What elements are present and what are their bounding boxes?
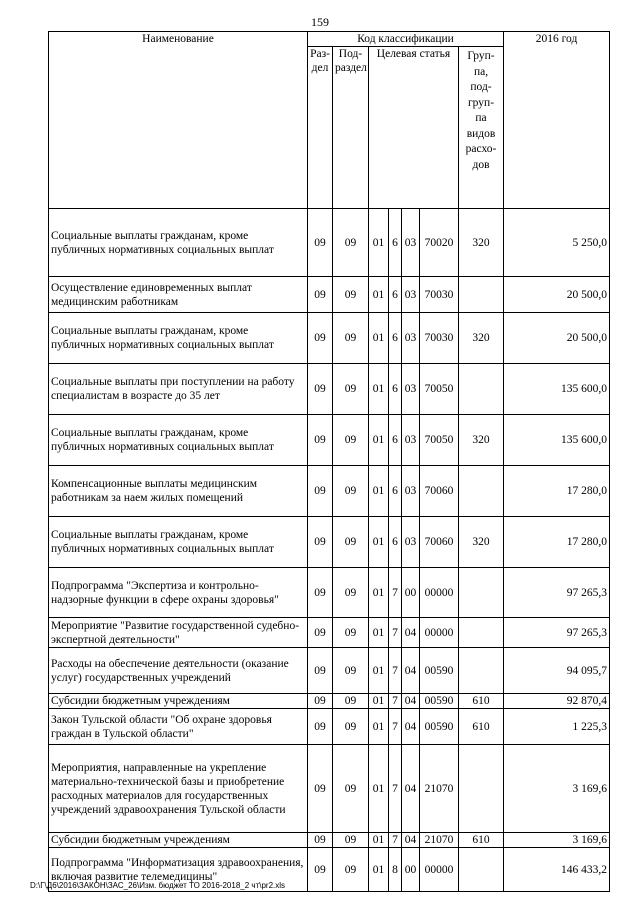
- row-expense-group: 320: [459, 517, 504, 568]
- row-expense-group: [459, 745, 504, 833]
- row-subprogram: 7: [389, 694, 402, 709]
- row-program: 01: [369, 618, 389, 648]
- header-section: Раз- дел: [308, 47, 333, 209]
- row-subsection: 09: [333, 618, 369, 648]
- row-amount: 97 265,3: [504, 618, 610, 648]
- row-subprogram: 6: [389, 364, 402, 415]
- table-row: [49, 277, 610, 313]
- row-name: Мероприятие "Развитие государственной судебно-экспертной деятельности": [49, 618, 308, 648]
- row-subsection: 09: [333, 313, 369, 364]
- row-name: Мероприятия, направленные на укрепление материально-технической базы и приобретение расходных материалов для государственных учреждений здравоохранения Тульской области: [49, 745, 308, 833]
- row-event: 04: [402, 709, 420, 745]
- row-subsection: 09: [333, 709, 369, 745]
- row-event: 03: [402, 209, 420, 277]
- row-program: 01: [369, 466, 389, 517]
- row-direction: 21070: [420, 833, 459, 848]
- row-subsection: 09: [333, 694, 369, 709]
- row-program: 01: [369, 848, 389, 892]
- row-program: 01: [369, 745, 389, 833]
- row-subsection: 09: [333, 848, 369, 892]
- row-program: 01: [369, 364, 389, 415]
- row-event: 03: [402, 415, 420, 466]
- row-name: Подпрограмма "Экспертиза и контрольно-надзорные функции в сфере охраны здоровья": [49, 568, 308, 618]
- row-amount: 17 280,0: [504, 517, 610, 568]
- table-row: [49, 313, 610, 364]
- row-subsection: 09: [333, 415, 369, 466]
- row-subprogram: 8: [389, 848, 402, 892]
- header-classification-code: Код классификации: [308, 32, 504, 47]
- row-program: 01: [369, 313, 389, 364]
- row-amount: 94 095,7: [504, 648, 610, 694]
- row-event: 03: [402, 313, 420, 364]
- row-name: Подпрограмма "Информатизация здравоохранения, включая развитие телемедицины": [49, 848, 308, 892]
- file-path-footer: D:\Г\Д6\2016\ЗАКОН\ЗАС_26\Изм. бюджет ТО 2016-2018_2 чт\pr2.xls: [30, 881, 286, 890]
- row-subprogram: 6: [389, 277, 402, 313]
- row-expense-group: 320: [459, 313, 504, 364]
- table-row: [49, 517, 610, 568]
- row-name: Закон Тульской области "Об охране здоровья граждан в Тульской области": [49, 709, 308, 745]
- row-amount: 97 265,3: [504, 568, 610, 618]
- table-row: [49, 709, 610, 745]
- row-name: Осуществление единовременных выплат медицинским работникам: [49, 277, 308, 313]
- row-event: 03: [402, 277, 420, 313]
- row-direction: 70050: [420, 415, 459, 466]
- table-row: [49, 648, 610, 694]
- row-expense-group: 610: [459, 833, 504, 848]
- row-program: 01: [369, 694, 389, 709]
- row-name: Субсидии бюджетным учреждениям: [49, 833, 308, 848]
- row-program: 01: [369, 833, 389, 848]
- row-program: 01: [369, 209, 389, 277]
- row-section: 09: [308, 618, 333, 648]
- row-subprogram: 7: [389, 648, 402, 694]
- row-name: Социальные выплаты гражданам, кроме публичных нормативных социальных выплат: [49, 415, 308, 466]
- table-row: [49, 209, 610, 277]
- row-amount: 1 225,3: [504, 709, 610, 745]
- row-subprogram: 6: [389, 466, 402, 517]
- row-amount: 135 600,0: [504, 415, 610, 466]
- row-direction: 00590: [420, 694, 459, 709]
- row-event: 00: [402, 848, 420, 892]
- row-expense-group: 320: [459, 209, 504, 277]
- header-year: 2016 год: [504, 32, 610, 209]
- row-expense-group: 610: [459, 709, 504, 745]
- row-name: Социальные выплаты при поступлении на работу специалистам в возрасте до 35 лет: [49, 364, 308, 415]
- row-event: 04: [402, 694, 420, 709]
- row-section: 09: [308, 694, 333, 709]
- row-subprogram: 7: [389, 745, 402, 833]
- row-expense-group: [459, 277, 504, 313]
- row-expense-group: 610: [459, 694, 504, 709]
- table-row: [49, 833, 610, 848]
- row-direction: 00590: [420, 648, 459, 694]
- row-subprogram: 6: [389, 209, 402, 277]
- row-direction: 70060: [420, 517, 459, 568]
- row-program: 01: [369, 648, 389, 694]
- table-row: [49, 618, 610, 648]
- table-row: [49, 466, 610, 517]
- row-event: 04: [402, 648, 420, 694]
- row-section: 09: [308, 517, 333, 568]
- row-name: Компенсационные выплаты медицинским работникам за наем жилых помещений: [49, 466, 308, 517]
- row-subprogram: 6: [389, 313, 402, 364]
- row-direction: 21070: [420, 745, 459, 833]
- row-amount: 3 169,6: [504, 833, 610, 848]
- row-subprogram: 7: [389, 568, 402, 618]
- row-direction: 70030: [420, 313, 459, 364]
- row-section: 09: [308, 833, 333, 848]
- row-event: 00: [402, 568, 420, 618]
- header-expense-group: Груп- па, под- груп- па видов расхо- дов: [459, 47, 504, 209]
- row-subsection: 09: [333, 364, 369, 415]
- row-subsection: 09: [333, 568, 369, 618]
- row-amount: 92 870,4: [504, 694, 610, 709]
- row-section: 09: [308, 848, 333, 892]
- row-subsection: 09: [333, 648, 369, 694]
- row-expense-group: [459, 848, 504, 892]
- row-event: 03: [402, 364, 420, 415]
- row-subprogram: 7: [389, 709, 402, 745]
- row-expense-group: [459, 648, 504, 694]
- row-section: 09: [308, 568, 333, 618]
- row-amount: 20 500,0: [504, 313, 610, 364]
- row-event: 03: [402, 466, 420, 517]
- row-amount: 146 433,2: [504, 848, 610, 892]
- row-event: 04: [402, 745, 420, 833]
- header-subsection: Под- раздел: [333, 47, 369, 209]
- row-subprogram: 7: [389, 833, 402, 848]
- row-direction: 00000: [420, 848, 459, 892]
- row-amount: 17 280,0: [504, 466, 610, 517]
- table-row: [49, 415, 610, 466]
- row-expense-group: [459, 364, 504, 415]
- row-subsection: 09: [333, 209, 369, 277]
- budget-table: [48, 31, 610, 892]
- row-name: Субсидии бюджетным учреждениям: [49, 694, 308, 709]
- row-amount: 20 500,0: [504, 277, 610, 313]
- table-row: [49, 568, 610, 618]
- row-expense-group: [459, 618, 504, 648]
- row-section: 09: [308, 277, 333, 313]
- row-subprogram: 6: [389, 517, 402, 568]
- header-target-article: Целевая статья: [369, 47, 459, 209]
- row-amount: 3 169,6: [504, 745, 610, 833]
- table-row: [49, 364, 610, 415]
- row-direction: 00590: [420, 709, 459, 745]
- row-direction: 70050: [420, 364, 459, 415]
- row-section: 09: [308, 313, 333, 364]
- row-program: 01: [369, 568, 389, 618]
- row-subsection: 09: [333, 466, 369, 517]
- row-amount: 135 600,0: [504, 364, 610, 415]
- row-event: 04: [402, 833, 420, 848]
- row-name: Расходы на обеспечение деятельности (оказание услуг) государственных учреждений: [49, 648, 308, 694]
- row-subsection: 09: [333, 517, 369, 568]
- row-section: 09: [308, 648, 333, 694]
- row-subsection: 09: [333, 277, 369, 313]
- row-direction: 00000: [420, 618, 459, 648]
- table-row: [49, 694, 610, 709]
- row-subprogram: 7: [389, 618, 402, 648]
- row-program: 01: [369, 517, 389, 568]
- row-section: 09: [308, 209, 333, 277]
- row-name: Социальные выплаты гражданам, кроме публичных нормативных социальных выплат: [49, 517, 308, 568]
- header-name: Наименование: [49, 32, 308, 209]
- row-direction: 70020: [420, 209, 459, 277]
- row-section: 09: [308, 466, 333, 517]
- row-section: 09: [308, 415, 333, 466]
- row-name: Социальные выплаты гражданам, кроме публичных нормативных социальных выплат: [49, 209, 308, 277]
- row-event: 03: [402, 517, 420, 568]
- row-expense-group: 320: [459, 415, 504, 466]
- row-subprogram: 6: [389, 415, 402, 466]
- row-direction: 70030: [420, 277, 459, 313]
- row-name: Социальные выплаты гражданам, кроме публичных нормативных социальных выплат: [49, 313, 308, 364]
- row-subsection: 09: [333, 745, 369, 833]
- row-section: 09: [308, 709, 333, 745]
- page-number: 159: [311, 15, 329, 29]
- row-direction: 00000: [420, 568, 459, 618]
- row-event: 04: [402, 618, 420, 648]
- row-program: 01: [369, 277, 389, 313]
- row-program: 01: [369, 709, 389, 745]
- row-direction: 70060: [420, 466, 459, 517]
- table-row: [49, 745, 610, 833]
- row-expense-group: [459, 466, 504, 517]
- row-program: 01: [369, 415, 389, 466]
- row-expense-group: [459, 568, 504, 618]
- row-amount: 5 250,0: [504, 209, 610, 277]
- row-subsection: 09: [333, 833, 369, 848]
- row-section: 09: [308, 745, 333, 833]
- row-section: 09: [308, 364, 333, 415]
